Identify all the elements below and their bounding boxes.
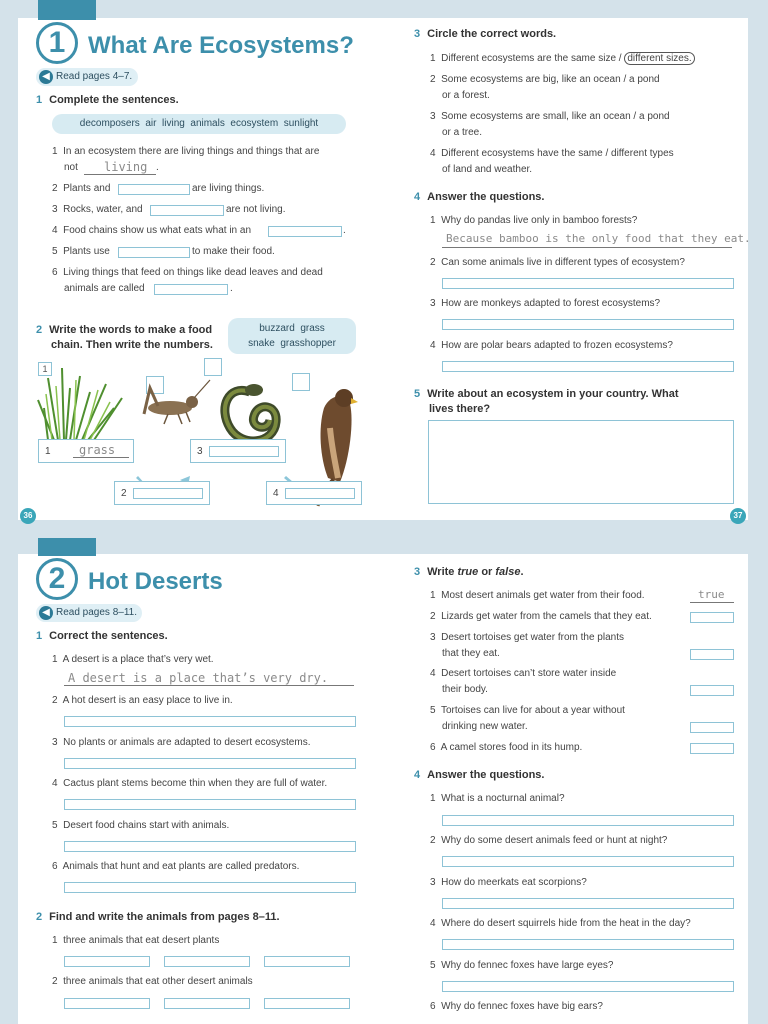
example-number-box: 1 xyxy=(38,362,52,376)
sentence-2: 2 A hot desert is an easy place to live in. xyxy=(52,695,233,706)
tf-item-4: 4 Desert tortoises can’t store water inside xyxy=(430,668,617,679)
read-pages-link[interactable]: ◀ Read pages 4–7. xyxy=(36,68,138,86)
answer-box[interactable] xyxy=(264,956,350,967)
tf-item-5: 5 Tortoises can live for about a year without xyxy=(430,705,625,716)
question-6: 6 Why do fennec foxes have big ears? xyxy=(430,1001,603,1012)
answer-box[interactable] xyxy=(164,998,250,1009)
circled-answer: different sizes. xyxy=(624,52,694,65)
read-pages-link[interactable]: ◀ Read pages 8–11. xyxy=(36,604,142,622)
tf-item-3: 3 Desert tortoises get water from the plants xyxy=(430,632,624,643)
answer-box[interactable] xyxy=(442,319,734,330)
unit-tab xyxy=(38,538,96,556)
sentence-3: 3 Rocks, water, and xyxy=(52,204,143,215)
circle-item-4: 4 Different ecosystems have the same / different types xyxy=(430,148,674,159)
unit-title: Hot Deserts xyxy=(88,568,223,595)
tf-item-6: 6 A camel stores food in its hump. xyxy=(430,742,583,753)
tf-item-1: 1 Most desert animals get water from their food. xyxy=(430,590,645,601)
answer-box[interactable] xyxy=(64,956,150,967)
circle-item-1: 1 Different ecosystems are the same size / different sizes. xyxy=(430,53,695,64)
question-3: 3 How are monkeys adapted to forest ecosystems? xyxy=(430,298,661,309)
sentence-6: 6 Living things that feed on things like dead leaves and dead xyxy=(52,267,323,278)
sentence-4: 4 Cactus plant stems become thin when they are full of water. xyxy=(52,778,328,789)
answer-box[interactable] xyxy=(442,278,734,289)
exercise-4-heading: 4 Answer the questions. xyxy=(414,191,545,203)
handwritten-answer: true xyxy=(698,588,725,601)
sentence-5: 5 Desert food chains start with animals. xyxy=(52,820,230,831)
sentence-4: 4 Food chains show us what eats what in an xyxy=(52,225,252,236)
answer-box[interactable] xyxy=(64,998,150,1009)
answer-box[interactable] xyxy=(442,815,734,826)
answer-box[interactable] xyxy=(442,939,734,950)
answer-box[interactable] xyxy=(154,284,228,295)
answer-box[interactable] xyxy=(64,758,356,769)
sentence-2: 2 Plants and xyxy=(52,183,111,194)
answer-box[interactable] xyxy=(690,612,734,623)
question-3: 3 How do meerkats eat scorpions? xyxy=(430,877,587,888)
answer-box[interactable] xyxy=(64,799,356,810)
back-arrow-icon: ◀ xyxy=(39,70,53,84)
page-number-right: 37 xyxy=(730,508,746,524)
unit-number-badge: 2 xyxy=(36,558,78,600)
workbook-spread-unit-2: 2 Hot Deserts ◀ Read pages 8–11. 1 Correct the sentences. 1 A desert is a place that’s very wet. A desert is a place that’s very dry. 2 A hot desert is an easy place to live in. 3 No plants or animals are adapted to desert ecosystems. 4 Cactus plant stems become thin when they are full of water. 5 Desert food chains start with animals. 6 Animals that hunt and eat plants are called predators. 2 Find and write the animals from pages 8–11. 1 three animals that eat desert plants 2 three animals that eat other desert animals 3 Write true or false. 1 Most desert animals get water from their food. true 2 Lizards get water from the camels that they eat. 3 Desert tortoises get water from the plants that they eat. 4 Desert tortoises can’t store water inside their body. 5 Tortoises can live for about a year without drinking new water. 6 A camel stores food in its hump. 4 Answer the questions. 1 What is a nocturnal animal? 2 Why do some desert animals feed or hunt at night? 3 How do meerkats eat scorpions? 4 Where do desert squirrels hide from the heat in the day? 5 Why do fennec foxes have large eyes? 6 Why do fennec foxes have big ears? xyxy=(18,554,748,1024)
answer-box[interactable] xyxy=(442,361,734,372)
answer-box[interactable] xyxy=(268,226,342,237)
question-4: 4 Where do desert squirrels hide from the heat in the day? xyxy=(430,918,691,929)
question-1: 1 What is a nocturnal animal? xyxy=(430,793,565,804)
sentence-6: 6 Animals that hunt and eat plants are called predators. xyxy=(52,861,300,872)
find-item-1: 1 three animals that eat desert plants xyxy=(52,935,220,946)
answer-box[interactable] xyxy=(64,841,356,852)
answer-box[interactable] xyxy=(264,998,350,1009)
exercise-1-heading: 1 Complete the sentences. xyxy=(36,94,179,106)
answer-box[interactable] xyxy=(64,882,356,893)
answer-box[interactable] xyxy=(164,956,250,967)
snake-image xyxy=(225,384,276,441)
food-chain-label-1: 1 grass xyxy=(38,439,134,463)
sentence-1: 1 A desert is a place that’s very wet. xyxy=(52,654,214,665)
handwritten-answer: living xyxy=(104,160,148,174)
back-arrow-icon: ◀ xyxy=(39,606,53,620)
unit-title: What Are Ecosystems? xyxy=(88,32,354,59)
writing-area[interactable] xyxy=(428,420,734,504)
handwritten-answer: Because bamboo is the only food that they eat. xyxy=(446,232,751,245)
handwritten-answer: A desert is a place that’s very dry. xyxy=(68,671,329,685)
answer-box[interactable] xyxy=(690,743,734,754)
answer-box[interactable] xyxy=(690,685,734,696)
answer-box[interactable] xyxy=(150,205,224,216)
question-5: 5 Why do fennec foxes have large eyes? xyxy=(430,960,614,971)
answer-box[interactable] xyxy=(442,898,734,909)
question-2: 2 Can some animals live in different types of ecosystem? xyxy=(430,257,685,268)
circle-item-3: 3 Some ecosystems are small, like an ocean / a pond xyxy=(430,111,670,122)
exercise-2-heading: 2 Find and write the animals from pages 8–11. xyxy=(36,911,280,923)
food-chain-label-2[interactable]: 2 xyxy=(114,481,210,505)
workbook-spread-unit-1: 1 What Are Ecosystems? ◀ Read pages 4–7. 1 Complete the sentences. decomposers air living animals ecosystem sunlight 1 In an ecosystem there are living things and things that are not living . 2 Plants and are living things. 3 Rocks, water, and are not living. 4 Food chains show us what eats what in an . 5 Plants use to make their food. 6 Living things that feed on things like dead leaves and dead animals are called . 2 Write the words to make a food chain. Then write the numbers. buzzard grass snake grasshopper 1 1 grass 2 3 4 36 37 3 Circle the correct words. 1 Different ecosystems are the same size / different sizes. 2 Some ecosystems are big, like an ocean / a pond or a forest. 3 Some ecosystems are small, like an ocean / a pond or a tree. 4 Different ecosystems have the same / different types of land and weather. 4 Answer the questions. 1 Why do pandas live only in bamboo forests? Because bamboo is the only food that they eat. 2 Can some animals live in different types of ecosystem? 3 How are monkeys adapted to forest ecosystems? 4 How are polar bears adapted to frozen ecosystems? 5 Write about an ecosystem in your country. What lives there? xyxy=(18,18,748,520)
sentence-3: 3 No plants or animals are adapted to desert ecosystems. xyxy=(52,737,311,748)
exercise-3-heading: 3 Circle the correct words. xyxy=(414,28,557,40)
exercise-2-heading: 2 Write the words to make a food chain. Then write the numbers. xyxy=(36,324,213,351)
sentence-1-cont: not xyxy=(64,162,78,173)
answer-box[interactable] xyxy=(118,184,190,195)
question-2: 2 Why do some desert animals feed or hunt at night? xyxy=(430,835,668,846)
sentence-1: 1 In an ecosystem there are living things and things that are xyxy=(52,146,320,157)
answer-line xyxy=(84,174,156,175)
answer-box[interactable] xyxy=(442,856,734,867)
question-4: 4 How are polar bears adapted to frozen ecosystems? xyxy=(430,340,673,351)
unit-tab xyxy=(38,0,96,20)
answer-box[interactable] xyxy=(442,981,734,992)
exercise-1-heading: 1 Correct the sentences. xyxy=(36,630,168,642)
question-1: 1 Why do pandas live only in bamboo forests? xyxy=(430,215,638,226)
unit-number-badge: 1 xyxy=(36,22,78,64)
food-chain-label-4[interactable]: 4 xyxy=(266,481,362,505)
find-item-2: 2 three animals that eat other desert animals xyxy=(52,976,253,987)
grasshopper-image xyxy=(144,380,210,424)
food-chain-word-bank: buzzard grass snake grasshopper xyxy=(228,318,356,354)
exercise-5-heading: 5 Write about an ecosystem in your country. What lives there? xyxy=(414,388,679,415)
answer-box[interactable] xyxy=(118,247,190,258)
sentence-5: 5 Plants use xyxy=(52,246,110,257)
word-bank: decomposers air living animals ecosystem sunlight xyxy=(52,114,346,134)
food-chain-label-3[interactable]: 3 xyxy=(190,439,286,463)
circle-item-2: 2 Some ecosystems are big, like an ocean / a pond xyxy=(430,74,660,85)
page-number-left: 36 xyxy=(20,508,36,524)
answer-box[interactable] xyxy=(690,722,734,733)
tf-item-2: 2 Lizards get water from the camels that they eat. xyxy=(430,611,652,622)
answer-box[interactable] xyxy=(64,716,356,727)
exercise-3-heading: 3 Write true or false. xyxy=(414,566,524,578)
exercise-4-heading: 4 Answer the questions. xyxy=(414,769,545,781)
answer-box[interactable] xyxy=(690,649,734,660)
